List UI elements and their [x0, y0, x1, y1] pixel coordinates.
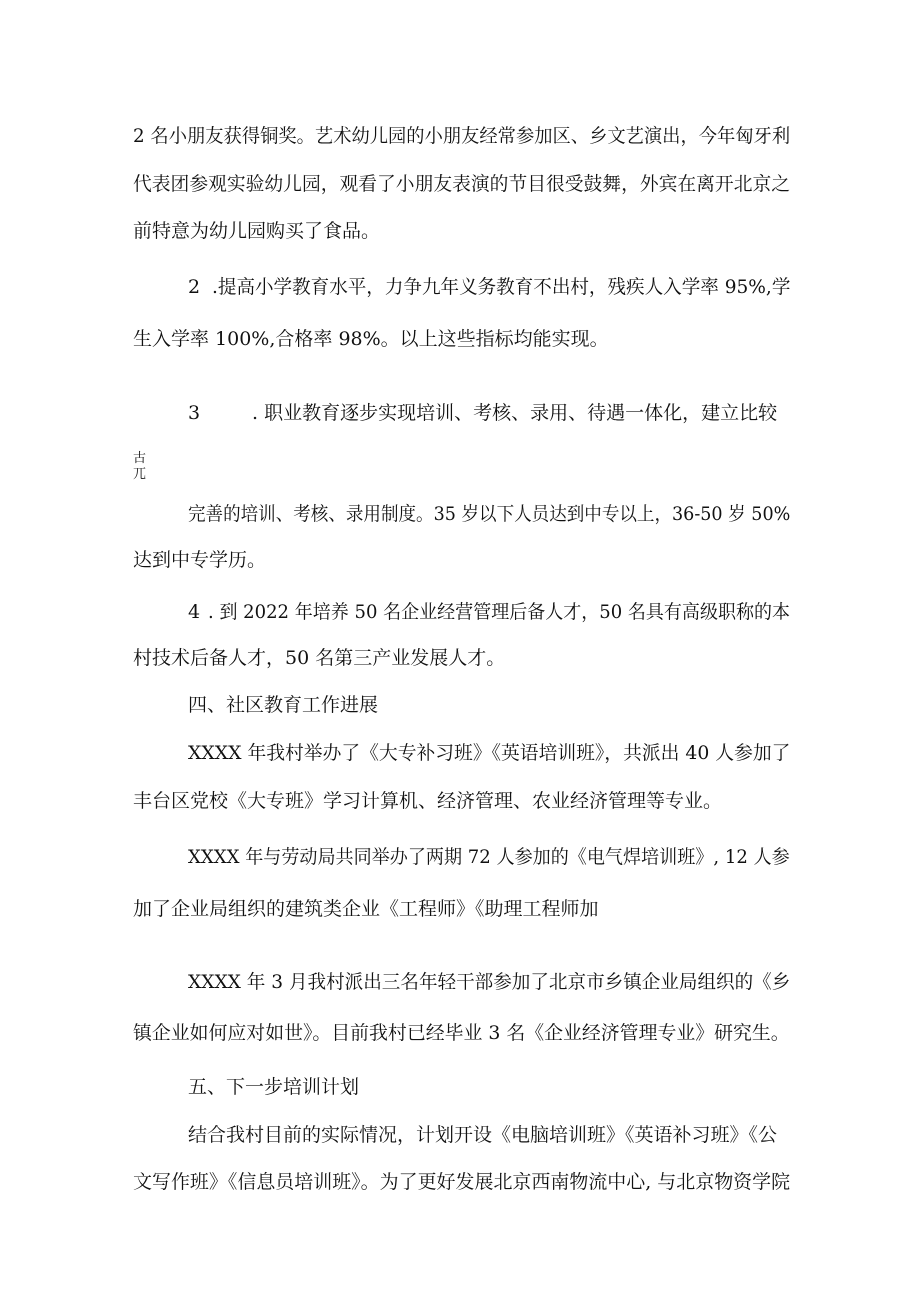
paragraph-line: XXXX 年 3 月我村派出三名年轻干部参加了北京市乡镇企业局组织的《乡 — [188, 971, 791, 993]
paragraph-line: XXXX 年我村举办了《大专补习班》《英语培训班》，共派出 40 人参加了 — [188, 742, 791, 764]
paragraph-line: 加了企业局组织的建筑类企业《工程师》《助理工程师加 — [133, 898, 599, 920]
paragraph-line: 镇企业如何应对如世》。目前我村已经毕业 3 名《企业经济管理专业》研究生。 — [133, 1022, 790, 1044]
list-number: 4 — [188, 601, 201, 623]
text-fragment: 古 兀 — [133, 451, 147, 482]
list-number: 2 — [188, 276, 201, 298]
paragraph-line: 完善的培训、考核、录用制度。35 岁以下人员达到中专以上，36-50 岁 50% — [188, 503, 791, 525]
paragraph-line: 丰台区党校《大专班》学习计算机、经济管理、农业经济管理等专业。 — [133, 790, 723, 812]
paragraph-line: 文写作班》《信息员培训班》。为了更好发展北京西南物流中心, 与北京物资学院 — [133, 1171, 791, 1193]
paragraph-line: 达到中专学历。 — [133, 549, 267, 571]
section-heading: 四、社区教育工作进展 — [188, 694, 379, 716]
section-heading: 五、下一步培训计划 — [188, 1076, 360, 1098]
paragraph-line: 结合我村目前的实际情况，计划开设《电脑培训班》《英语补习班》《公 — [188, 1124, 778, 1146]
paragraph-line: . 职业教育逐步实现培训、考核、录用、待遇一体化，建立比较 — [252, 402, 778, 424]
paragraph-line: 村技术后备人才，50 名第三产业发展人才。 — [133, 647, 506, 669]
list-number: 3 — [188, 402, 201, 424]
paragraph-line: 代表团参观实验幼儿园，观看了小朋友表演的节目很受鼓舞，外宾在离开北京之 — [133, 173, 791, 195]
paragraph-line: XXXX 年与劳动局共同举办了两期 72 人参加的《电气焊培训班》, 12 人参 — [188, 846, 790, 868]
paragraph-line: 生入学率 100%,合格率 98%。以上这些指标均能实现。 — [133, 328, 609, 350]
paragraph-line: 2 名小朋友获得铜奖。艺术幼儿园的小朋友经常参加区、乡文艺演出，今年匈牙利 — [133, 125, 791, 147]
paragraph-line: 前特意为幼儿园购买了食品。 — [133, 220, 381, 242]
paragraph-line: . 到 2022 年培养 50 名企业经营管理后备人才，50 名具有高级职称的本 — [208, 601, 791, 623]
paragraph-line: .提高小学教育水平，力争九年义务教育不出村，残疾人入学率 95%,学 — [212, 276, 791, 298]
